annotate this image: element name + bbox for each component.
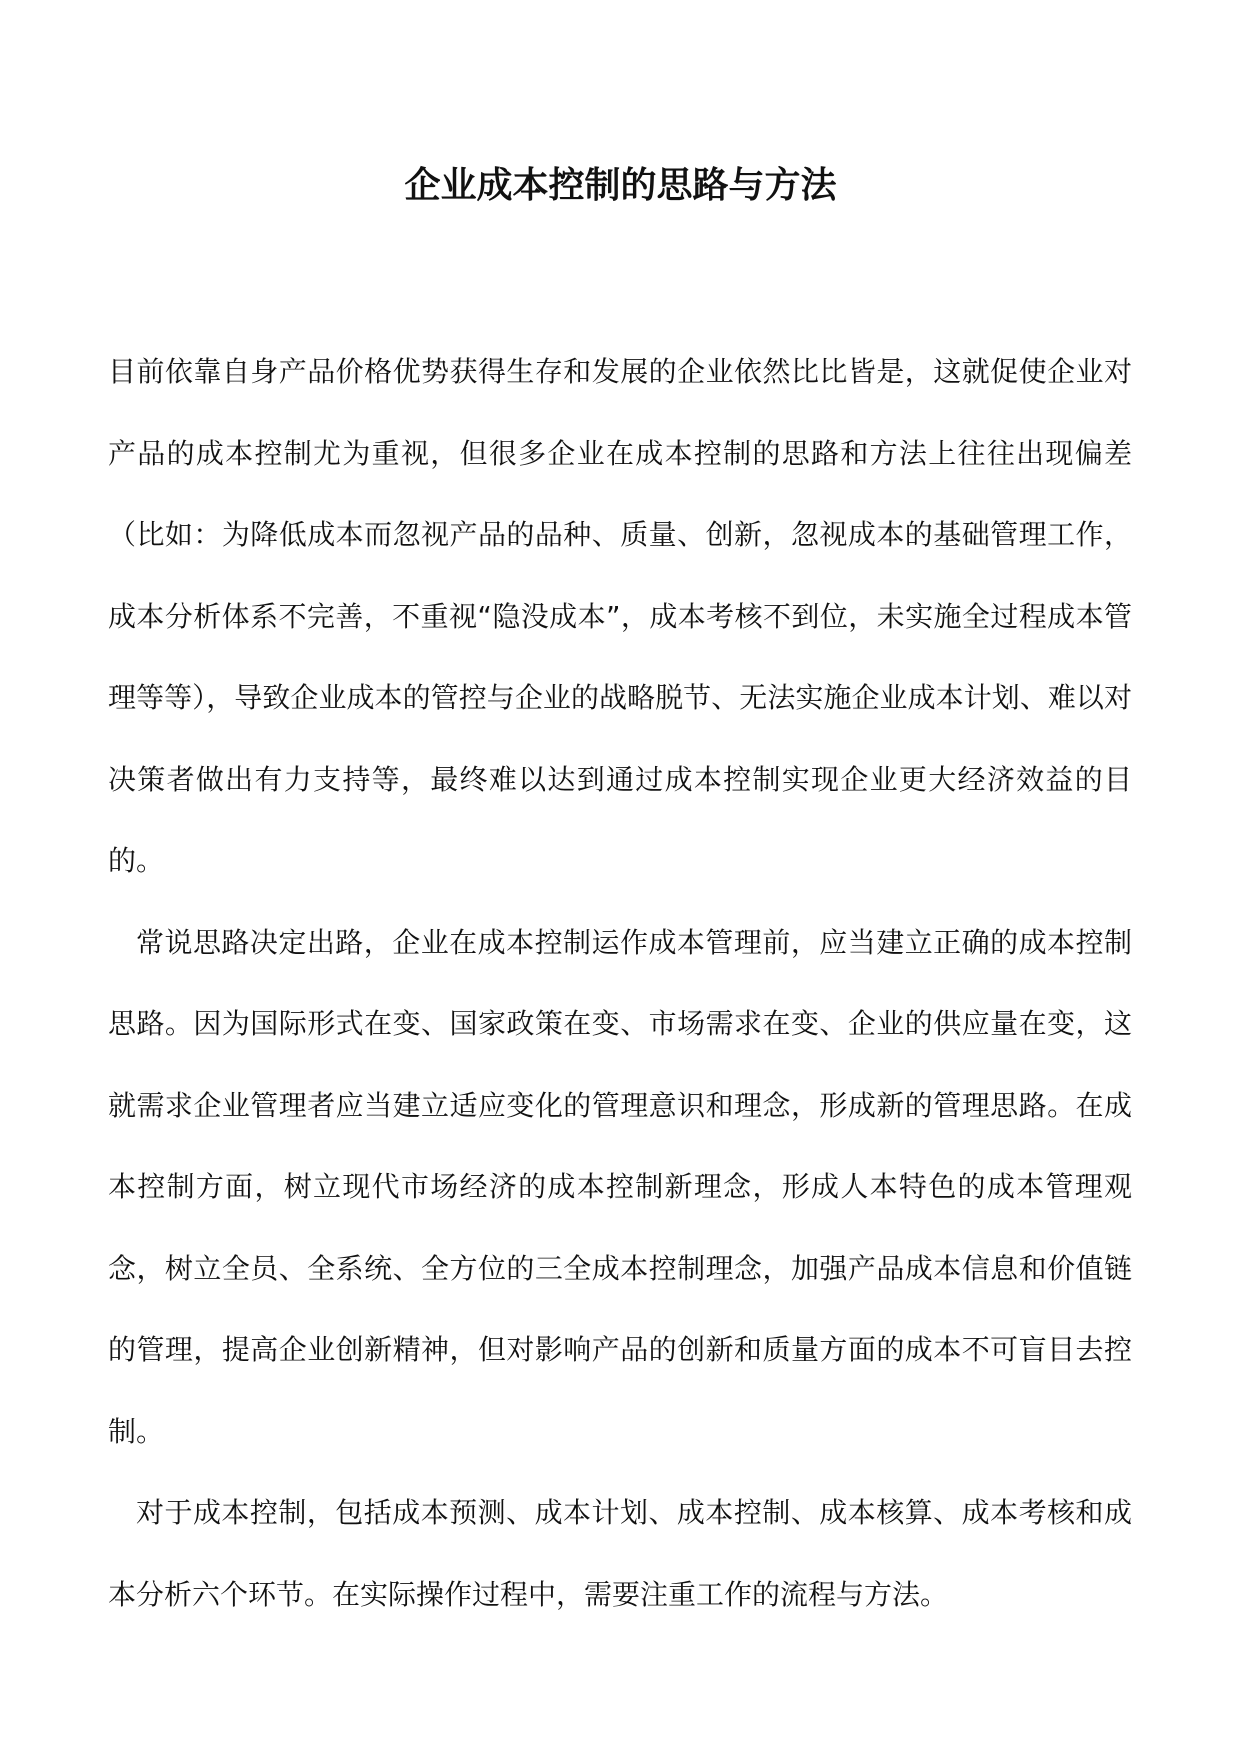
paragraph-intro: 目前依靠自身产品价格优势获得生存和发展的企业依然比比皆是，这就促使企业对产品的成本控制尤为重视，但很多企业在成本控制的思路和方法上往往出现偏差（比如：为降低成本而忽视产品的品种、质量、创新，忽视成本的基础管理工作，成本分析体系不完善，不重视“隐没成本”，成本考核不到位，未实施全过程成本管理等等），导致企业成本的管控与企业的战略脱节、无法实施企业成本计划、难以对决策者做出有力支持等，最终难以达到通过成本控制实现企业更大经济效益的目的。 [108,355,1132,877]
document-title: 企业成本控制的思路与方法 [404,165,837,206]
document-body [108,331,1132,1635]
paragraph-cost-control-steps: 对于成本控制，包括成本预测、成本计划、成本控制、成本核算、成本考核和成本分析六个环节。在实际操作过程中，需要注重工作的流程与方法。 [108,1496,1132,1611]
paragraph-cost-control-thinking: 常说思路决定出路，企业在成本控制运作成本管理前，应当建立正确的成本控制思路。因为国际形式在变、国家政策在变、市场需求在变、企业的供应量在变，这就需求企业管理者应当建立适应变化的管理意识和理念，形成新的管理思路。在成本控制方面，树立现代市场经济的成本控制新理念，形成人本特色的成本管理观念，树立全员、全系统、全方位的三全成本控制理念，加强产品成本信息和价值链的管理，提高企业创新精神，但对影响产品的创新和质量方面的成本不可盲目去控制。 [108,925,1132,1448]
